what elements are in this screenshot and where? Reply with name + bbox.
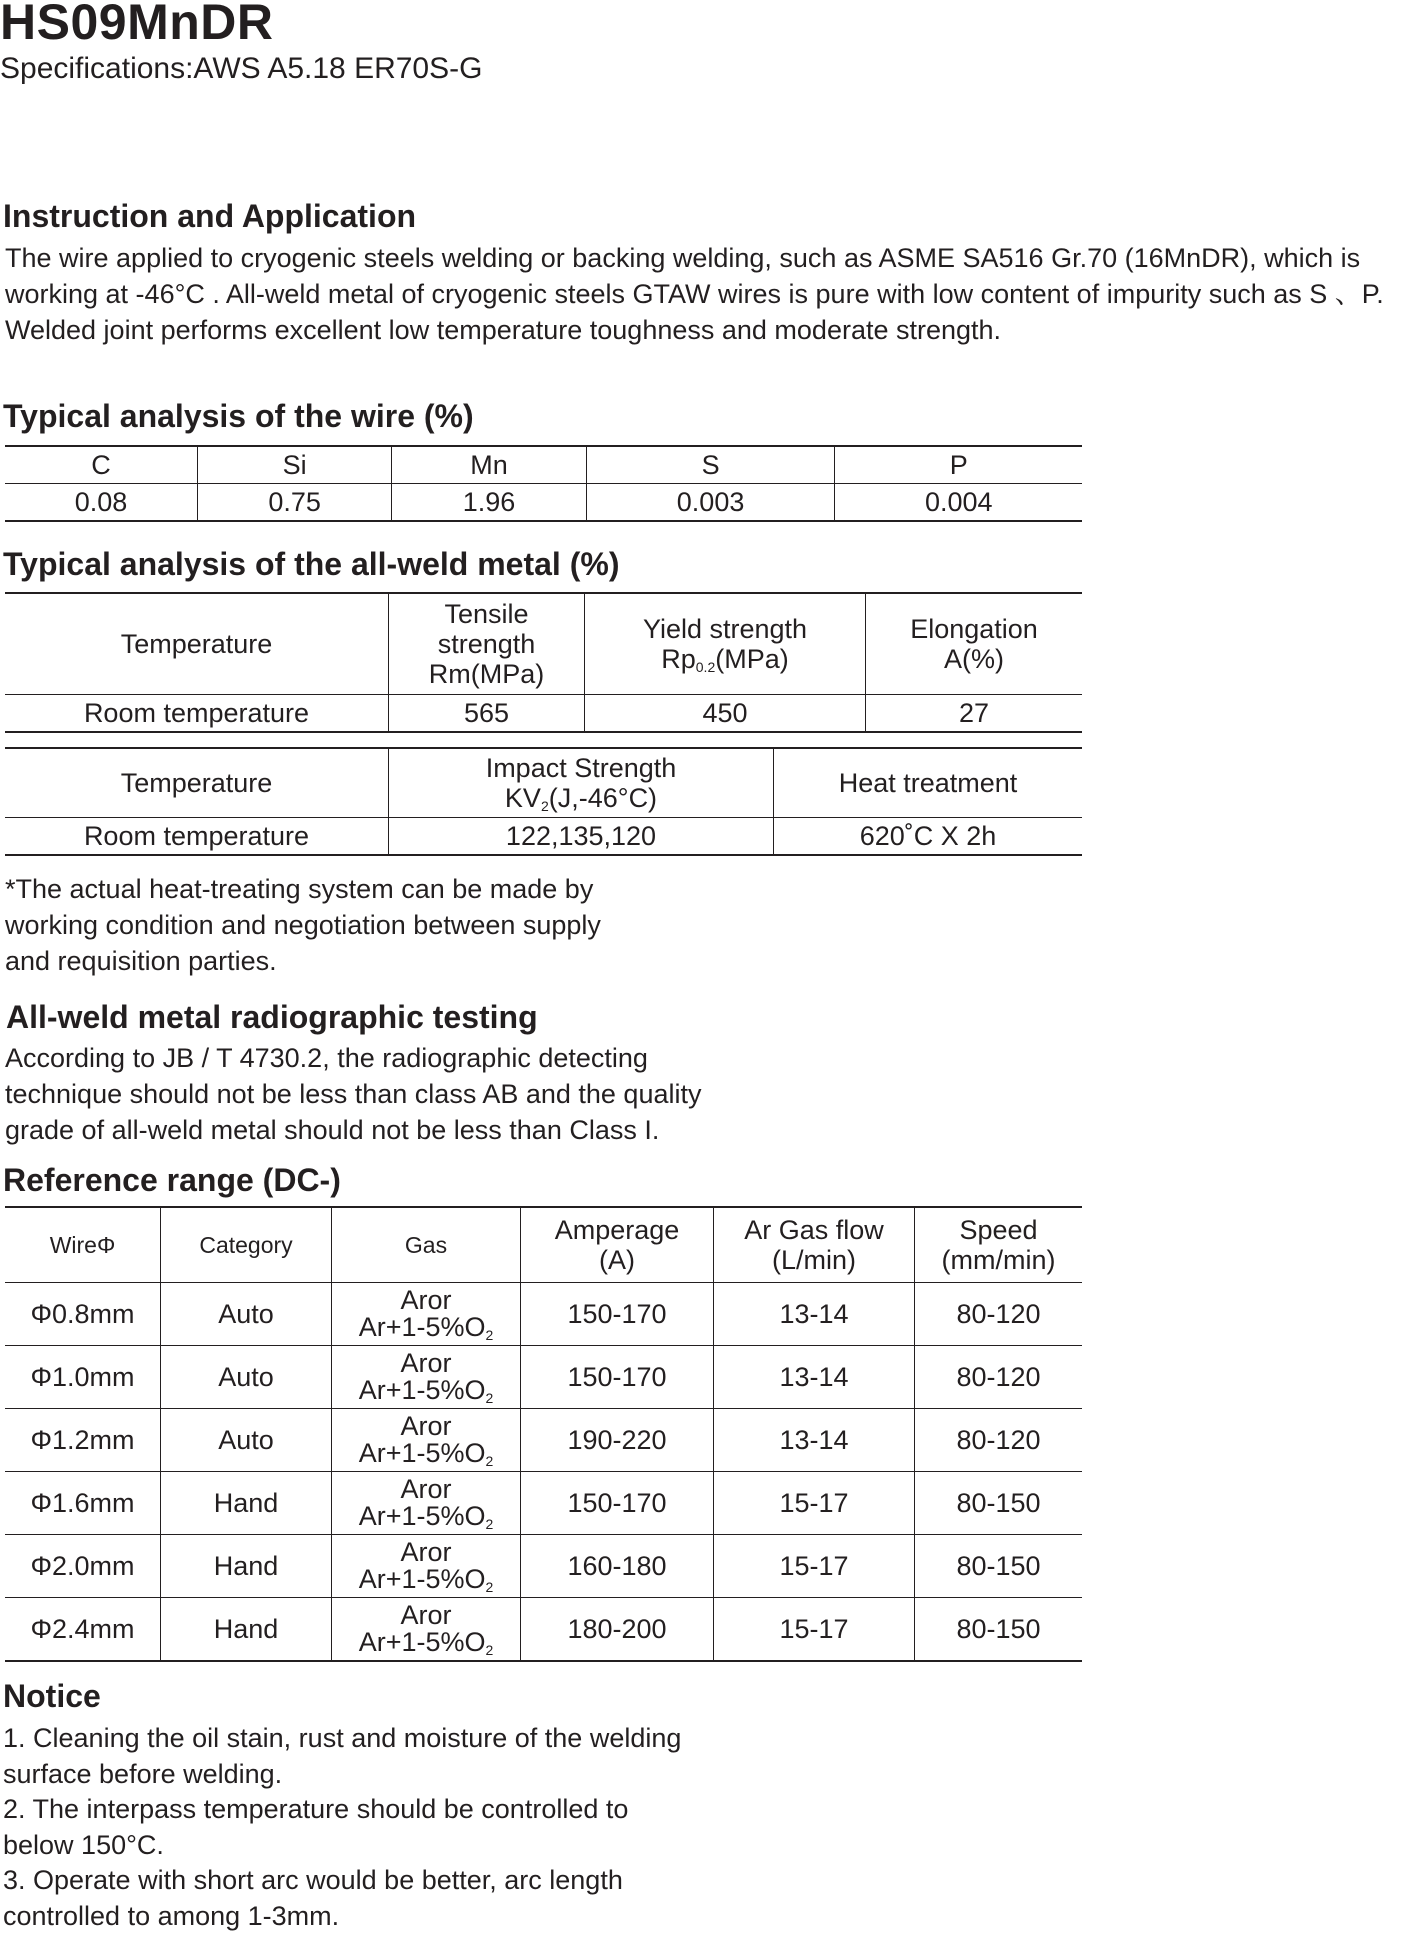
amperage-cell: 160-180: [521, 1535, 714, 1598]
wire-cell: Φ0.8mm: [5, 1283, 161, 1346]
impact-table: [5, 747, 1082, 856]
amperage-cell: 150-170: [521, 1283, 714, 1346]
table-header-row: [5, 1207, 1082, 1283]
header-line: $Rp_{0.2}(MPa)$: [661, 644, 789, 675]
gas-cell: Aror $Ar+1-5\%O_2$: [332, 1535, 521, 1598]
speed-cell: 80-150: [915, 1598, 1083, 1662]
reference-range-table: [5, 1206, 1082, 1662]
speed-cell: 80-150: [915, 1535, 1083, 1598]
wire-analysis-table: [5, 445, 1082, 522]
table-header-row: [5, 446, 1082, 484]
category-cell: Auto: [161, 1283, 332, 1346]
value-cell: 27: [866, 695, 1083, 733]
notice-line: 2. The interpass temperature should be controlled to: [3, 1794, 629, 1824]
value-cell: 122,135,120: [389, 818, 774, 856]
amperage-cell: 150-170: [521, 1472, 714, 1535]
wire-cell: Φ2.0mm: [5, 1535, 161, 1598]
wire-cell: Φ1.0mm: [5, 1346, 161, 1409]
notice-line: 3. Operate with short arc would be better, arc length: [3, 1865, 623, 1895]
instruction-heading: Instruction and Application: [3, 198, 417, 234]
header-heat-treatment: Heat treatment: [774, 748, 1083, 818]
header-wire: WireΦ: [5, 1207, 161, 1283]
gas-cell: Aror $Ar+1-5\%O_2$: [332, 1598, 521, 1662]
header-line: Tensile: [444, 599, 529, 629]
amperage-cell: 180-200: [521, 1598, 714, 1662]
header-line: $KV_2(J,-46^\circ C)$: [504, 783, 658, 814]
footnote-line: working condition and negotiation between supply: [5, 910, 601, 940]
header-line: Ar Gas flow: [744, 1215, 884, 1245]
header-temperature: Temperature: [5, 593, 389, 695]
header-elongation: [866, 593, 1083, 695]
table-header-row: [5, 748, 1082, 818]
table-row: [5, 1535, 1082, 1598]
specification: Specifications:AWS A5.18 ER70S-G: [0, 52, 483, 85]
value-cell: 0.75: [198, 484, 392, 522]
header-line: strength: [437, 629, 536, 659]
header-line: Elongation: [910, 614, 1038, 644]
gasflow-cell: 13-14: [714, 1283, 915, 1346]
table-header-row: [5, 593, 1082, 695]
speed-cell: 80-120: [915, 1409, 1083, 1472]
gasflow-cell: 15-17: [714, 1535, 915, 1598]
category-cell: Hand: [161, 1472, 332, 1535]
instruction-line: The wire applied to cryogenic steels welding or backing welding, such as ASME SA516 Gr.70 (16MnDR), which is: [5, 243, 1361, 273]
notice-heading: Notice: [3, 1678, 101, 1714]
mechanical-properties-table: [5, 592, 1082, 733]
radiographic-text: [5, 1040, 725, 1148]
header-cell: S: [586, 446, 835, 484]
category-cell: Hand: [161, 1535, 332, 1598]
weld-metal-heading: Typical analysis of the all-weld metal (%): [3, 546, 620, 582]
table-row: [5, 1283, 1082, 1346]
notice-line: controlled to among 1-3mm.: [3, 1900, 340, 1931]
radiographic-heading: All-weld metal radiographic testing: [6, 999, 538, 1035]
wire-cell: Φ2.4mm: [5, 1598, 161, 1662]
radiographic-line: grade of all-weld metal should not be less than Class I.: [5, 1115, 660, 1145]
heat-treatment-footnote: [5, 871, 705, 979]
speed-cell: 80-120: [915, 1283, 1083, 1346]
amperage-cell: 150-170: [521, 1346, 714, 1409]
value-cell: 620˚C X 2h: [774, 818, 1083, 856]
gas-cell: Aror $Ar+1-5\%O_2$: [332, 1472, 521, 1535]
gas-cell: Aror $Ar+1-5\%O_2$: [332, 1283, 521, 1346]
table-row: [5, 1346, 1082, 1409]
notice-line: below 150°C.: [3, 1829, 164, 1860]
table-row: [5, 484, 1082, 522]
gasflow-cell: 15-17: [714, 1598, 915, 1662]
header-cell: Mn: [392, 446, 586, 484]
header-line: Impact Strength: [485, 753, 677, 783]
value-cell: 0.004: [835, 484, 1082, 522]
header-line: Yield strength: [642, 614, 808, 644]
header-line: A(%): [944, 644, 1004, 674]
value-cell: 1.96: [392, 484, 586, 522]
header-line: (L/min): [771, 1245, 856, 1275]
table-row: [5, 695, 1082, 733]
instruction-line: Welded joint performs excellent low temperature toughness and moderate strength.: [5, 315, 1002, 345]
wire-cell: Φ1.6mm: [5, 1472, 161, 1535]
value-cell: Room temperature: [5, 818, 389, 856]
table-row: [5, 1409, 1082, 1472]
amperage-cell: 190-220: [521, 1409, 714, 1472]
value-cell: Room temperature: [5, 695, 389, 733]
header-cell: P: [835, 446, 1082, 484]
category-cell: Hand: [161, 1598, 332, 1662]
gasflow-cell: 15-17: [714, 1472, 915, 1535]
category-cell: Auto: [161, 1346, 332, 1409]
gas-cell: Aror $Ar+1-5\%O_2$: [332, 1409, 521, 1472]
category-cell: Auto: [161, 1409, 332, 1472]
footnote-line: *The actual heat-treating system can be made by: [5, 874, 594, 904]
header-gas: Gas: [332, 1207, 521, 1283]
table-row: [5, 1598, 1082, 1662]
header-amperage: [521, 1207, 714, 1283]
header-impact: [389, 748, 774, 818]
speed-cell: 80-120: [915, 1346, 1083, 1409]
header-tensile: [389, 593, 585, 695]
header-line: Speed: [959, 1215, 1038, 1245]
gasflow-cell: 13-14: [714, 1346, 915, 1409]
value-cell: 0.003: [586, 484, 835, 522]
header-line: (mm/min): [941, 1245, 1056, 1275]
instruction-text: [5, 240, 1420, 348]
header-temperature: Temperature: [5, 748, 389, 818]
speed-cell: 80-150: [915, 1472, 1083, 1535]
value-cell: 0.08: [5, 484, 198, 522]
notice-line: 1. Cleaning the oil stain, rust and moisture of the welding: [3, 1723, 682, 1753]
header-gasflow: [714, 1207, 915, 1283]
header-line: Rm(MPa): [428, 659, 545, 689]
gasflow-cell: 13-14: [714, 1409, 915, 1472]
header-line: Amperage: [554, 1215, 680, 1245]
header-yield: [585, 593, 866, 695]
reference-heading: Reference range (DC-): [3, 1162, 341, 1198]
header-cell: Si: [198, 446, 392, 484]
table-row: [5, 1472, 1082, 1535]
header-speed: [915, 1207, 1083, 1283]
value-cell: 565: [389, 695, 585, 733]
gas-cell: Aror $Ar+1-5\%O_2$: [332, 1346, 521, 1409]
notice-list: [3, 1721, 763, 1934]
wire-cell: Φ1.2mm: [5, 1409, 161, 1472]
radiographic-line: According to JB / T 4730.2, the radiographic detecting: [5, 1043, 648, 1073]
footnote-line: and requisition parties.: [5, 946, 277, 976]
radiographic-line: technique should not be less than class AB and the quality: [5, 1079, 702, 1109]
notice-line: surface before welding.: [3, 1758, 283, 1789]
header-category: Category: [161, 1207, 332, 1283]
wire-analysis-heading: Typical analysis of the wire (%): [3, 398, 474, 434]
header-line: (A): [599, 1245, 635, 1275]
table-row: [5, 818, 1082, 856]
header-cell: C: [5, 446, 198, 484]
product-title: HS09MnDR: [0, 0, 274, 50]
value-cell: 450: [585, 695, 866, 733]
instruction-line: working at -46°C . All-weld metal of cryogenic steels GTAW wires is pure with low content of impurity such as S 、P.: [5, 279, 1384, 309]
